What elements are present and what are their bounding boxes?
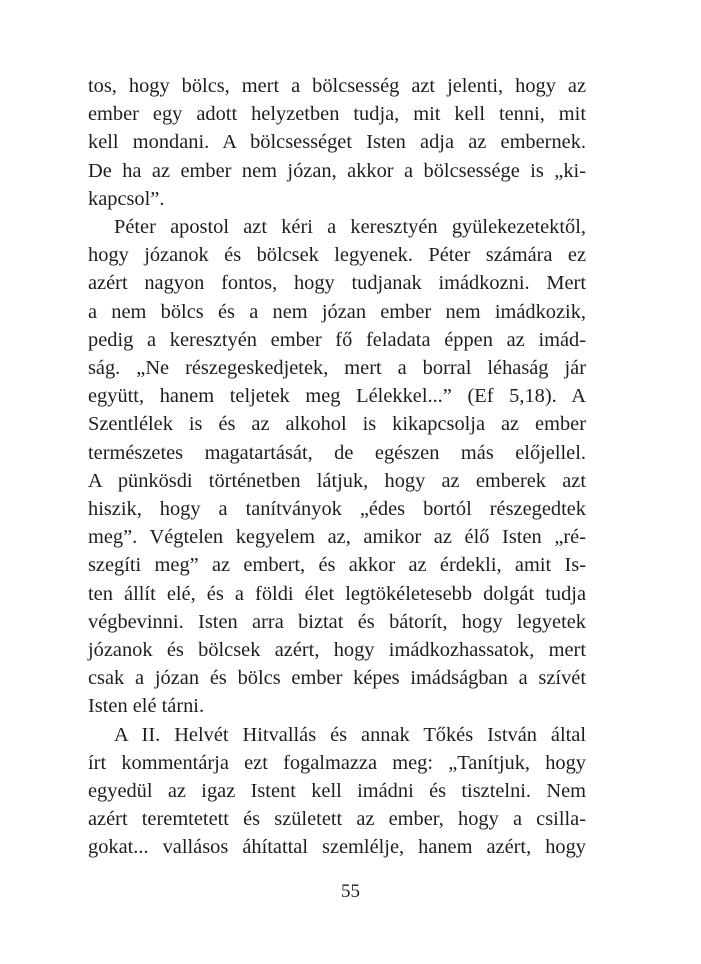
text-line: A pünkösdi történetben látjuk, hogy az emberek azt — [88, 469, 586, 492]
text-line: szegíti meg” az embert, és akkor az érdekli, amit Is- — [88, 554, 586, 577]
text-line: gokat... vallásos áhítattal szemlélje, hanem azért, hogy — [88, 836, 586, 859]
text-line: hiszik, hogy a tanítványok „édes bortól részegedtek — [88, 498, 586, 521]
paragraph — [88, 213, 586, 721]
text-line: ember egy adott helyzetben tudja, mit kell tenni, mit — [88, 103, 586, 126]
text-line: Szentlélek is és az alkohol is kikapcsolja az ember — [88, 413, 586, 436]
text-line: ság. „Ne részegeskedjetek, mert a borral léhaság jár — [88, 357, 586, 380]
text-line: meg”. Végtelen kegyelem az, amikor az élő Isten „ré- — [88, 526, 586, 549]
text-line: együtt, hanem teljetek meg Lélekkel...” (Ef 5,18). A — [88, 385, 586, 408]
text-line: azért nagyon fontos, hogy tudjanak imádkozni. Mert — [88, 272, 586, 295]
text-line: Isten elé tárni. — [88, 695, 205, 718]
text-line: Péter apostol azt kéri a keresztyén gyülekezetektől, — [114, 216, 586, 239]
text-line: végbevinni. Isten arra biztat és bátorít, hogy legyetek — [88, 610, 586, 633]
page-number: 55 — [341, 881, 360, 902]
text-line: hogy józanok és bölcsek legyenek. Péter számára ez — [88, 244, 586, 267]
text-line: egyedül az igaz Istent kell imádni és tisztelni. Nem — [88, 780, 586, 803]
text-line: kell mondani. A bölcsességet Isten adja az embernek. — [88, 131, 586, 154]
text-line: természetes magatartását, de egészen más előjellel. — [88, 441, 586, 464]
text-line: kapcsol”. — [88, 187, 165, 210]
text-line: azért teremtetett és született az ember, hogy a csilla- — [88, 808, 586, 831]
text-line: A II. Helvét Hitvallás és annak Tőkés István által — [114, 723, 586, 746]
text-line: pedig a keresztyén ember fő feladata éppen az imád- — [88, 328, 586, 351]
paragraph — [88, 721, 586, 862]
text-line: tos, hogy bölcs, mert a bölcsesség azt jelenti, hogy az — [88, 75, 586, 97]
text-line: józanok és bölcsek azért, hogy imádkozhassatok, mert — [88, 639, 586, 662]
paragraph — [88, 72, 586, 213]
body-text — [88, 72, 586, 862]
text-line: De ha az ember nem józan, akkor a bölcsessége is „ki- — [88, 159, 586, 182]
text-line: ten állít elé, és a földi élet legtökéletesebb dolgát tudja — [88, 582, 586, 605]
text-line: a nem bölcs és a nem józan ember nem imádkozik, — [88, 300, 586, 323]
text-line: írt kommentárja ezt fogalmazza meg: „Tanítjuk, hogy — [88, 751, 586, 774]
text-line: csak a józan és bölcs ember képes imádságban a szívét — [88, 667, 586, 690]
